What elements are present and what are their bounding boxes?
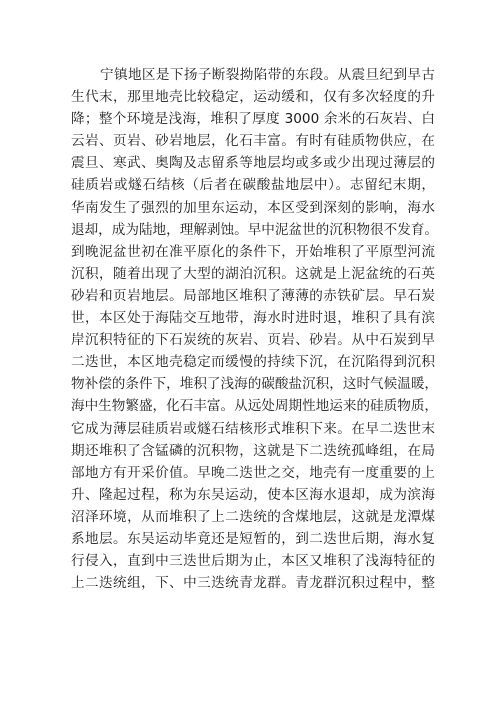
paragraph-line: 世，本区处于海陆交互地带，海水时进时退，堆积了具有滨 [71, 310, 435, 327]
paragraph-line: 降；整个环境是浅海，堆积了厚度 3000 余米的石灰岩、白 [71, 111, 435, 128]
paragraph-line: 退却，成为陆地，理解剥蚀。早中泥盆世的沉积物很不发育。 [71, 221, 439, 238]
paragraph-line: 宁镇地区是下扬子断裂拗陷带的东段。从震旦纪到早古 [100, 67, 435, 83]
paragraph-line: 部地方有开采价值。早晚二迭世之交，地壳有一度重要的上 [71, 464, 435, 481]
paragraph-line: 沉积，随着出现了大型的湖泊沉积。这就是上泥盆统的石英 [71, 265, 435, 282]
paragraph-line: 到晚泥盆世初在准平原化的条件下，开始堆积了平原型河流 [71, 243, 435, 260]
paragraph-line: 震旦、寒武、奥陶及志留系等地层均或多或少出现过薄层的 [71, 155, 435, 172]
paragraph-line: 华南发生了强烈的加里东运动，本区受到深刻的影响，海水 [71, 199, 435, 216]
paragraph-line: 上二迭统组，下、中三迭统青龙群。青龙群沉积过程中，整 [71, 575, 435, 592]
paragraph-line: 行侵入，直到中三迭世后期为止，本区又堆积了浅海特征的 [71, 553, 435, 570]
paragraph-line: 沼泽环境，从而堆积了上二迭统的含煤地层，这就是龙潭煤 [71, 508, 435, 525]
paragraph-line: 升、隆起过程，称为东吴运动，使本区海水退却，成为滨海 [71, 486, 435, 503]
paragraph-line: 它成为薄层硅质岩或燧石结核形式堆积下来。在早二迭世末 [71, 420, 435, 437]
paragraph-line: 物补偿的条件下，堆积了浅海的碳酸盐沉积，这时气候温暖， [71, 376, 439, 393]
paragraph-line: 系地层。东吴运动毕竟还是短暂的，到二迭世后期，海水复 [71, 530, 435, 547]
paragraph-line: 硅质岩或燧石结核（后者在碳酸盐地层中）。志留纪末期， [71, 177, 435, 194]
body-paragraph [71, 64, 439, 594]
paragraph-line: 砂岩和页岩地层。局部地区堆积了薄薄的赤铁矿层。早石炭 [71, 287, 435, 304]
paragraph-line: 岸沉积特征的下石炭统的灰岩、页岩、砂岩。从中石炭到早 [71, 332, 435, 349]
paragraph-line: 生代末，那里地壳比较稳定，运动缓和，仅有多次轻度的升 [71, 89, 435, 106]
paragraph-line: 云岩、页岩、砂岩地层，化石丰富。有时有硅质物供应，在 [71, 133, 435, 150]
paragraph-line: 二迭世，本区地壳稳定而缓慢的持续下沉，在沉陷得到沉积 [71, 354, 435, 371]
paragraph-line: 海中生物繁盛，化石丰富。从远处周期性地运来的硅质物质， [71, 398, 439, 415]
paragraph-line: 期还堆积了含锰磷的沉积物，这就是下二迭统孤峰组，在局 [71, 442, 435, 459]
